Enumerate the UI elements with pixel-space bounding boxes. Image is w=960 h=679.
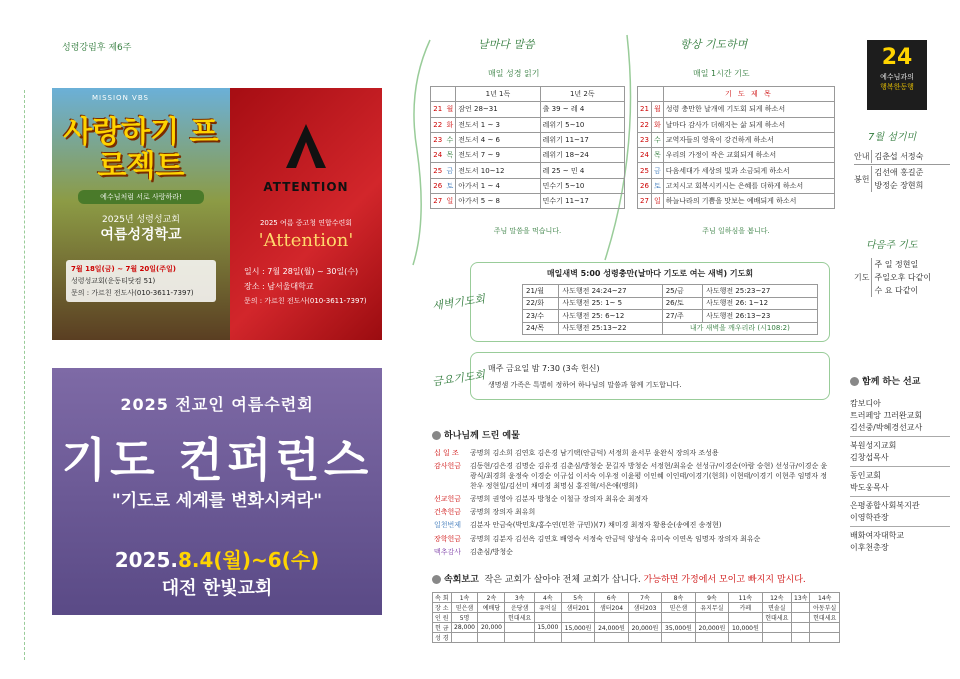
bible-section-title: 날마다 말씀 bbox=[478, 38, 535, 51]
table-cell bbox=[505, 633, 534, 643]
table-corner bbox=[638, 87, 664, 102]
table-cell bbox=[451, 633, 478, 643]
offering-names: 김분자 안금숙(박민호/홍수연(민찬 규민))(7) 채미경 최정자 황용순(송예진 송정현) bbox=[470, 521, 722, 530]
day-num: 26 bbox=[638, 178, 652, 193]
list-item bbox=[850, 398, 950, 437]
list-item bbox=[850, 440, 950, 467]
table-cell: 2속 bbox=[478, 593, 505, 603]
prayer-value: 주일오후 다같이 bbox=[874, 273, 932, 282]
reading-a: 잠언 28~31 bbox=[456, 102, 540, 117]
table-row bbox=[638, 194, 835, 209]
day-num: 23 bbox=[638, 132, 652, 147]
dawn-day: 25/금 bbox=[662, 285, 702, 298]
table-cell bbox=[810, 633, 840, 643]
offering-title-text: 하나님께 드린 예물 bbox=[444, 431, 520, 441]
bible-note: 주님 말씀을 먹습니다. bbox=[493, 227, 562, 235]
cell-report-title bbox=[432, 572, 806, 585]
guide-value: 김춘섭 서정숙 bbox=[874, 152, 924, 161]
friday-box bbox=[470, 352, 830, 400]
table-cell: 24,000원 bbox=[595, 623, 628, 633]
offering-names: 공명희 장의자 최유희 bbox=[470, 508, 536, 517]
table-cell bbox=[729, 613, 762, 623]
poster-vbs-attention[interactable] bbox=[52, 88, 382, 340]
weekday: 일 bbox=[652, 194, 664, 209]
table-cell bbox=[729, 633, 762, 643]
offering-names: 김동현/김은경 김명순 김유경 김춘심/방청순 문길자 방청순 서정현/최유순 선성규/이경순(아람 승현) 선성규/이경순 윤광식/최경희 윤정숙 이경순 이규섭 이서숙 이우정 이윤평 이인혜 이인태/이경기(현희) 이현태/이경기 이현주 임명자 정찬우 정현일/김선미 채미경 최명심 홍진혁/서은애(맹희) bbox=[470, 461, 828, 490]
table-cell bbox=[792, 633, 810, 643]
dawn-day: 24/목 bbox=[523, 322, 559, 335]
reading-b: 민수기 11~17 bbox=[540, 194, 624, 209]
table-cell bbox=[792, 623, 810, 633]
reading-a: 전도서 10~12 bbox=[456, 163, 540, 178]
weekday: 수 bbox=[652, 132, 664, 147]
vbs-church: 2025년 성령성교회 bbox=[102, 215, 180, 225]
vbs-info bbox=[66, 260, 216, 302]
weekday: 목 bbox=[445, 148, 456, 163]
col-1yr-2: 1년 2독 bbox=[540, 87, 624, 102]
table-cell: 샘터203 bbox=[628, 603, 661, 613]
table-row bbox=[523, 310, 818, 323]
table-row bbox=[638, 178, 835, 193]
table-cell: 20,000원 bbox=[695, 623, 728, 633]
attention-place: 장소 : 남서울대학교 bbox=[244, 282, 314, 291]
reading-b: 레위기 18~24 bbox=[540, 148, 624, 163]
dawn-day: 27/주 bbox=[662, 310, 702, 323]
table-cell bbox=[810, 623, 840, 633]
table-cell bbox=[478, 633, 505, 643]
badge-line1: 예수님과의 bbox=[880, 73, 914, 81]
prayer-topic: 우리의 가정이 작은 교회되게 하소서 bbox=[663, 148, 834, 163]
vbs-title: 사랑하기 프로젝트 bbox=[63, 115, 219, 184]
table-cell bbox=[561, 633, 594, 643]
week-label: 성령강림후 제6주 bbox=[62, 43, 132, 53]
table-row bbox=[523, 322, 818, 335]
reading-a: 아가서 5 ~ 8 bbox=[456, 194, 540, 209]
table-row bbox=[433, 603, 840, 613]
table-row bbox=[431, 194, 625, 209]
attention-poster bbox=[230, 88, 382, 340]
table-row bbox=[638, 87, 835, 102]
mission-line: 이후천총장 bbox=[850, 543, 889, 552]
conference-days: 8.4(월)~6(수) bbox=[177, 548, 320, 572]
table-cell: 인 원 bbox=[433, 613, 452, 623]
attention-date: 일시 : 7월 28일(월) ~ 30일(수) bbox=[244, 267, 359, 276]
offering-names: 공명희 김분자 김선옥 김연호 배영숙 서정숙 안금덕 양성숙 유미숙 이연옥 임명자 장의자 최유순 bbox=[470, 534, 761, 543]
offering-key: 봉헌 bbox=[852, 166, 872, 192]
prayer-sub-title: 매일 1시간 기도 bbox=[693, 69, 750, 78]
table-cell: 믿은샘 bbox=[662, 603, 695, 613]
day-num: 27 bbox=[431, 194, 445, 209]
weekday: 화 bbox=[652, 117, 664, 132]
table-cell: 28,000 bbox=[451, 623, 478, 633]
table-cell: 11속 bbox=[729, 593, 762, 603]
table-cell bbox=[792, 603, 810, 613]
reading-a: 전도서 7 ~ 9 bbox=[456, 148, 540, 163]
table-cell: 13속 bbox=[792, 593, 810, 603]
dawn-text: 사도행전 25: 6~12 bbox=[559, 310, 662, 323]
dawn-label: 새벽기도회 bbox=[431, 292, 486, 313]
prayer-topic: 성령 충만한 날개에 기도회 되게 하소서 bbox=[663, 102, 834, 117]
list-item bbox=[850, 500, 950, 527]
dawn-day: 23/수 bbox=[523, 310, 559, 323]
cell-report-table bbox=[432, 592, 840, 643]
attention-title: 'Attention' bbox=[258, 230, 354, 251]
mission-line: 은평종합사회복지관 bbox=[850, 501, 920, 510]
table-cell: 헌대세요 bbox=[762, 613, 791, 623]
prayer-topic: 다음세대가 세상의 빛과 소금되게 하소서 bbox=[663, 163, 834, 178]
mission-line: 북원성지교회 bbox=[850, 441, 897, 450]
24-badge-logo bbox=[867, 40, 927, 110]
table-row bbox=[432, 506, 832, 519]
prayer-topic: 날마다 감사가 더해지는 삶 되게 하소서 bbox=[663, 117, 834, 132]
table-cell: 샘터204 bbox=[595, 603, 628, 613]
offering-names: 공명희 권영아 김분자 방청순 이철규 장의자 최유순 최정자 bbox=[470, 494, 648, 503]
reading-b: 민수기 5~10 bbox=[540, 178, 624, 193]
table-row bbox=[432, 532, 832, 545]
july-servers-table bbox=[852, 150, 952, 192]
mission-line: 이영학관장 bbox=[850, 513, 889, 522]
table-cell: 15,000 bbox=[534, 623, 561, 633]
table-row bbox=[431, 148, 625, 163]
table-row bbox=[852, 258, 952, 271]
attention-contact: 문의 : 가르친 전도사(010-3611-7397) bbox=[244, 297, 367, 305]
july-servers-title: 7월 섬기미 bbox=[868, 132, 917, 143]
table-cell: 유억실 bbox=[534, 603, 561, 613]
table-row bbox=[432, 545, 832, 558]
conference-top: 2025 전교인 여름수련회 bbox=[120, 395, 314, 414]
table-cell: 6속 bbox=[595, 593, 628, 603]
reading-b: 레위기 11~17 bbox=[540, 132, 624, 147]
prayer-value: 수 요 다같이 bbox=[874, 286, 919, 295]
weekday: 토 bbox=[445, 178, 456, 193]
dawn-schedule-table bbox=[522, 284, 818, 335]
table-cell bbox=[478, 613, 505, 623]
cell-title-b: 작은 교회가 살아야 전체 교회가 삽니다. bbox=[484, 575, 641, 585]
conference-place: 대전 한빛교회 bbox=[161, 578, 273, 599]
reading-b: 레위기 5~10 bbox=[540, 117, 624, 132]
offering-value: 방정순 장현희 bbox=[874, 181, 924, 190]
dawn-text: 사도행전 26: 1~12 bbox=[703, 297, 818, 310]
mission-list bbox=[850, 398, 950, 559]
vbs-contact: 문의 : 가르친 전도사(010-3611-7397) bbox=[71, 289, 194, 297]
bible-sub-title: 매일 성경 읽기 bbox=[488, 69, 540, 78]
badge-number: 24 bbox=[881, 45, 913, 70]
table-cell: 15,000원 bbox=[561, 623, 594, 633]
cell-title-c: 가능하면 가정에서 모이고 빠지지 맙시다. bbox=[643, 575, 806, 585]
day-num: 22 bbox=[431, 117, 445, 132]
table-row bbox=[432, 459, 832, 492]
mission-line: 배화여자대학교 bbox=[850, 531, 905, 540]
weekday: 월 bbox=[445, 102, 456, 117]
table-cell: 유지무실 bbox=[695, 603, 728, 613]
table-row bbox=[431, 87, 625, 102]
table-cell bbox=[762, 633, 791, 643]
table-cell: 카페 bbox=[729, 603, 762, 613]
day-num: 21 bbox=[431, 102, 445, 117]
table-cell: 헌대세요 bbox=[505, 613, 534, 623]
bible-reading-table bbox=[430, 86, 625, 209]
reading-b: 레 25 ~ 민 4 bbox=[540, 163, 624, 178]
mission-line: 동인교회 bbox=[850, 471, 881, 480]
conference-subtitle: "기도로 세계를 변화시켜라" bbox=[111, 491, 323, 511]
table-cell bbox=[662, 613, 695, 623]
table-cell bbox=[595, 633, 628, 643]
table-cell bbox=[595, 613, 628, 623]
table-cell bbox=[534, 613, 561, 623]
table-cell: 5명 bbox=[451, 613, 478, 623]
reading-a: 전도서 1 ~ 3 bbox=[456, 117, 540, 132]
table-row bbox=[431, 132, 625, 147]
table-cell: 믿은샘 bbox=[451, 603, 478, 613]
dawn-verse: 내가 새벽을 깨우리라 (시108:2) bbox=[662, 322, 817, 335]
table-cell: 4속 bbox=[534, 593, 561, 603]
weekday: 금 bbox=[652, 163, 664, 178]
mission-line: 박도웅목사 bbox=[850, 483, 889, 492]
table-row bbox=[432, 446, 832, 459]
day-num: 25 bbox=[638, 163, 652, 178]
table-corner bbox=[431, 87, 456, 102]
table-cell: 5속 bbox=[561, 593, 594, 603]
dawn-head: 매일새벽 5:00 성령충만(날마다 기도로 여는 새벽) 기도회 bbox=[546, 269, 754, 278]
prayer-key: 기도 bbox=[852, 258, 872, 297]
table-row bbox=[433, 633, 840, 643]
table-cell bbox=[762, 623, 791, 633]
dawn-text: 사도행전 25:13~22 bbox=[559, 322, 662, 335]
vbs-subtitle: 예수님처럼 서로 사랑하라! bbox=[78, 190, 204, 204]
table-cell: 3속 bbox=[505, 593, 534, 603]
day-num: 25 bbox=[431, 163, 445, 178]
attention-conference: 2025 여름 중고청 연합수련회 bbox=[259, 219, 353, 227]
day-num: 23 bbox=[431, 132, 445, 147]
prayer-value: 주 일 정현일 bbox=[874, 260, 919, 269]
day-num: 22 bbox=[638, 117, 652, 132]
mission-line: 김창섭목사 bbox=[850, 453, 889, 462]
tree-icon bbox=[432, 575, 441, 584]
weekday: 수 bbox=[445, 132, 456, 147]
dawn-text: 사도행전 26:13~23 bbox=[703, 310, 818, 323]
table-row bbox=[433, 593, 840, 603]
vbs-poster bbox=[52, 88, 230, 340]
table-cell: 35,000원 bbox=[662, 623, 695, 633]
vbs-place: 성령성교회(운동티닷컴 51) bbox=[71, 277, 156, 285]
table-row bbox=[638, 117, 835, 132]
poster-prayer-conference[interactable] bbox=[52, 368, 382, 615]
table-cell bbox=[561, 613, 594, 623]
day-num: 24 bbox=[638, 148, 652, 163]
table-row bbox=[432, 492, 832, 505]
table-cell bbox=[628, 613, 661, 623]
table-cell bbox=[505, 623, 534, 633]
friday-label: 금요기도회 bbox=[431, 368, 486, 389]
table-row bbox=[852, 150, 952, 163]
divider-line bbox=[854, 164, 950, 165]
table-row bbox=[852, 166, 952, 179]
vbs-date: 7월 18일(금) ~ 7월 20일(주일) bbox=[71, 265, 176, 273]
offering-kind: 선교헌금 bbox=[434, 494, 462, 503]
table-cell: 20,000원 bbox=[628, 623, 661, 633]
table-cell: 장 소 bbox=[433, 603, 452, 613]
weekday: 화 bbox=[445, 117, 456, 132]
table-cell bbox=[695, 633, 728, 643]
attention-logo-icon bbox=[286, 124, 326, 168]
reading-b: 출 39 ~ 레 4 bbox=[540, 102, 624, 117]
friday-head: 매주 금요일 밤 7:30 (3속 헌신) bbox=[488, 364, 600, 373]
reading-a: 전도서 4 ~ 6 bbox=[456, 132, 540, 147]
table-cell: 20,000 bbox=[478, 623, 505, 633]
table-cell: 아동부실 bbox=[810, 603, 840, 613]
table-row bbox=[523, 297, 818, 310]
offering-names: 공명희 김소희 김연호 김은경 남기택(안금덕) 서정희 윤서무 윤완식 장의자 조성용 bbox=[470, 448, 719, 457]
guide-key: 안내 bbox=[852, 150, 872, 163]
weekday: 토 bbox=[652, 178, 664, 193]
attention-info bbox=[244, 264, 380, 309]
day-num: 26 bbox=[431, 178, 445, 193]
table-cell bbox=[628, 633, 661, 643]
attention-word: ATTENTION bbox=[263, 180, 349, 194]
table-cell: 8속 bbox=[662, 593, 695, 603]
prayer-section-title: 항상 기도하며 bbox=[680, 38, 748, 51]
table-row bbox=[431, 178, 625, 193]
offering-title bbox=[432, 428, 520, 441]
cell-title-a: 속회보고 bbox=[444, 575, 479, 585]
table-row bbox=[638, 148, 835, 163]
col-1yr-1: 1년 1독 bbox=[456, 87, 540, 102]
table-cell: 10,000원 bbox=[729, 623, 762, 633]
tree-icon bbox=[850, 377, 859, 386]
table-row bbox=[431, 117, 625, 132]
table-row bbox=[431, 102, 625, 117]
prayer-topic: 교역자들의 영육이 강건하게 하소서 bbox=[663, 132, 834, 147]
badge-line2: 행복한동행 bbox=[880, 83, 914, 91]
table-cell bbox=[534, 633, 561, 643]
day-num: 21 bbox=[638, 102, 652, 117]
table-cell: 12속 bbox=[762, 593, 791, 603]
offering-kind: 장학헌금 bbox=[434, 534, 462, 543]
list-item bbox=[850, 470, 950, 497]
offering-kind: 일천번제 bbox=[434, 521, 462, 530]
friday-text: 생명샘 가족은 특별히 정하여 하나님의 말씀과 함께 기도합니다. bbox=[488, 381, 682, 389]
table-cell: 1속 bbox=[451, 593, 478, 603]
table-cell: 헌대세요 bbox=[810, 613, 840, 623]
offering-value: 김선애 홍길준 bbox=[874, 168, 924, 177]
table-cell: 7속 bbox=[628, 593, 661, 603]
offering-kind: 십 일 조 bbox=[434, 448, 459, 457]
offering-kind: 감사헌금 bbox=[434, 461, 462, 470]
day-num: 27 bbox=[638, 194, 652, 209]
table-cell: 샘터201 bbox=[561, 603, 594, 613]
table-row bbox=[433, 613, 840, 623]
dawn-text: 사도행전 24:24~27 bbox=[559, 285, 662, 298]
weekday: 금 bbox=[445, 163, 456, 178]
table-cell: 속 회 bbox=[433, 593, 452, 603]
table-cell: 운당샘 bbox=[505, 603, 534, 613]
table-cell bbox=[695, 613, 728, 623]
dawn-text: 사도행전 25:23~27 bbox=[703, 285, 818, 298]
vbs-school-name: 여름성경학교 bbox=[100, 227, 182, 243]
prayer-topic: 고치시고 회복시키시는 은혜를 더하게 하소서 bbox=[663, 178, 834, 193]
offering-names: 김춘심/방청순 bbox=[470, 547, 513, 556]
offering-list bbox=[432, 446, 832, 558]
day-num: 24 bbox=[431, 148, 445, 163]
table-row bbox=[431, 163, 625, 178]
table-row bbox=[432, 519, 832, 532]
mission-line: 캄보디아 bbox=[850, 399, 881, 408]
table-row bbox=[638, 132, 835, 147]
table-row bbox=[638, 163, 835, 178]
table-cell: 예배당 bbox=[478, 603, 505, 613]
next-prayer-table bbox=[852, 258, 952, 297]
weekday: 목 bbox=[652, 148, 664, 163]
list-item bbox=[850, 530, 950, 556]
prayer-topic-table bbox=[637, 86, 835, 209]
next-prayer-title: 다음주 기도 bbox=[866, 240, 918, 251]
tree-icon bbox=[432, 431, 441, 440]
dawn-day: 21/월 bbox=[523, 285, 559, 298]
weekday: 월 bbox=[652, 102, 664, 117]
table-row bbox=[638, 102, 835, 117]
conference-year: 2025. bbox=[114, 548, 178, 572]
table-cell: 성 경 bbox=[433, 633, 452, 643]
table-cell bbox=[662, 633, 695, 643]
mission-line: 김선중/박혜경선교사 bbox=[850, 423, 923, 432]
weekday: 일 bbox=[445, 194, 456, 209]
prayer-note: 주님 일하심을 봅니다. bbox=[702, 227, 770, 235]
table-cell: 면솔실 bbox=[762, 603, 791, 613]
dawn-day: 26/토 bbox=[662, 297, 702, 310]
table-cell: 헌 금 bbox=[433, 623, 452, 633]
mission-line: 트러페앙 끄러완교회 bbox=[850, 411, 923, 420]
table-row bbox=[433, 623, 840, 633]
divider-line bbox=[24, 90, 25, 660]
table-row bbox=[523, 285, 818, 298]
dawn-day: 22/화 bbox=[523, 297, 559, 310]
conference-title: 기도 컨퍼런스 bbox=[61, 433, 373, 487]
mission-title bbox=[850, 374, 920, 387]
conference-date bbox=[52, 544, 382, 573]
prayer-head: 기 도 제 목 bbox=[663, 87, 834, 102]
table-cell: 9속 bbox=[695, 593, 728, 603]
offering-kind: 맥추감사 bbox=[434, 547, 462, 556]
offering-kind: 건축헌금 bbox=[434, 508, 462, 517]
reading-a: 아가서 1 ~ 4 bbox=[456, 178, 540, 193]
table-cell: 14속 bbox=[810, 593, 840, 603]
prayer-topic: 하늘나라의 기쁨을 맛보는 예배되게 하소서 bbox=[663, 194, 834, 209]
dawn-text: 사도행전 25: 1~ 5 bbox=[559, 297, 662, 310]
table-cell bbox=[792, 613, 810, 623]
vbs-mission: MISSION VBS bbox=[92, 94, 149, 102]
mission-title-text: 함께 하는 선교 bbox=[862, 377, 921, 387]
